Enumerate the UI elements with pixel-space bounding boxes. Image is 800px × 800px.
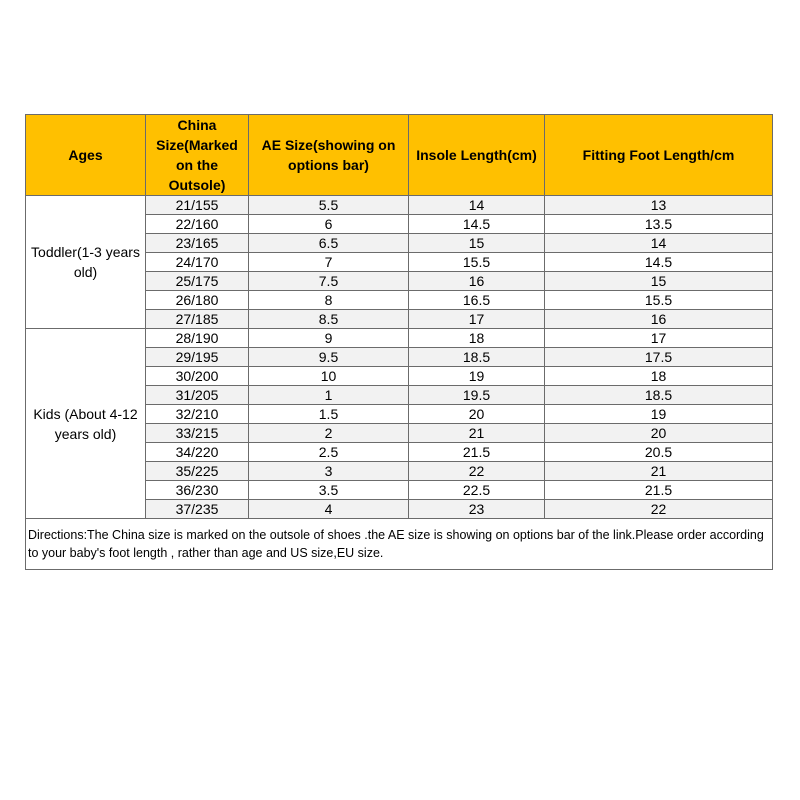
directions-row (26, 519, 773, 570)
foot-length-cell: 17.5 (545, 348, 773, 367)
foot-length-cell: 20 (545, 424, 773, 443)
china-size-cell: 36/230 (146, 481, 249, 500)
size-chart-table (25, 114, 773, 570)
ae-size-cell: 2 (249, 424, 409, 443)
foot-length-cell: 14.5 (545, 253, 773, 272)
foot-length-cell: 18 (545, 367, 773, 386)
insole-length-cell: 20 (409, 405, 545, 424)
china-size-cell: 24/170 (146, 253, 249, 272)
china-size-cell: 31/205 (146, 386, 249, 405)
china-size-cell: 25/175 (146, 272, 249, 291)
ae-size-cell: 7.5 (249, 272, 409, 291)
foot-length-cell: 13 (545, 196, 773, 215)
insole-length-cell: 15.5 (409, 253, 545, 272)
header-ae-size: AE Size(showing on options bar) (249, 115, 409, 196)
ae-size-cell: 8.5 (249, 310, 409, 329)
china-size-cell: 37/235 (146, 500, 249, 519)
header-china-size: China Size(Marked on the Outsole) (146, 115, 249, 196)
insole-length-cell: 17 (409, 310, 545, 329)
foot-length-cell: 19 (545, 405, 773, 424)
foot-length-cell: 14 (545, 234, 773, 253)
china-size-cell: 34/220 (146, 443, 249, 462)
china-size-cell: 28/190 (146, 329, 249, 348)
ae-size-cell: 6 (249, 215, 409, 234)
china-size-cell: 23/165 (146, 234, 249, 253)
china-size-cell: 35/225 (146, 462, 249, 481)
foot-length-cell: 17 (545, 329, 773, 348)
foot-length-cell: 15.5 (545, 291, 773, 310)
china-size-cell: 26/180 (146, 291, 249, 310)
china-size-cell: 22/160 (146, 215, 249, 234)
foot-length-cell: 13.5 (545, 215, 773, 234)
china-size-cell: 32/210 (146, 405, 249, 424)
ae-size-cell: 4 (249, 500, 409, 519)
foot-length-cell: 20.5 (545, 443, 773, 462)
ae-size-cell: 3.5 (249, 481, 409, 500)
foot-length-cell: 18.5 (545, 386, 773, 405)
insole-length-cell: 18.5 (409, 348, 545, 367)
ae-size-cell: 9.5 (249, 348, 409, 367)
ae-size-cell: 1 (249, 386, 409, 405)
ae-size-cell: 3 (249, 462, 409, 481)
china-size-cell: 27/185 (146, 310, 249, 329)
ae-size-cell: 7 (249, 253, 409, 272)
insole-length-cell: 16 (409, 272, 545, 291)
header-foot-length: Fitting Foot Length/cm (545, 115, 773, 196)
insole-length-cell: 15 (409, 234, 545, 253)
insole-length-cell: 22 (409, 462, 545, 481)
china-size-cell: 29/195 (146, 348, 249, 367)
ae-size-cell: 5.5 (249, 196, 409, 215)
ae-size-cell: 9 (249, 329, 409, 348)
insole-length-cell: 18 (409, 329, 545, 348)
insole-length-cell: 23 (409, 500, 545, 519)
age-group-cell: Kids (About 4-12 years old) (26, 329, 146, 519)
insole-length-cell: 21 (409, 424, 545, 443)
foot-length-cell: 21.5 (545, 481, 773, 500)
header-row (26, 115, 773, 196)
insole-length-cell: 14.5 (409, 215, 545, 234)
china-size-cell: 33/215 (146, 424, 249, 443)
china-size-cell: 21/155 (146, 196, 249, 215)
insole-length-cell: 19.5 (409, 386, 545, 405)
insole-length-cell: 19 (409, 367, 545, 386)
insole-length-cell: 22.5 (409, 481, 545, 500)
age-group-cell: Toddler(1-3 years old) (26, 196, 146, 329)
insole-length-cell: 16.5 (409, 291, 545, 310)
insole-length-cell: 14 (409, 196, 545, 215)
ae-size-cell: 10 (249, 367, 409, 386)
foot-length-cell: 15 (545, 272, 773, 291)
ae-size-cell: 8 (249, 291, 409, 310)
china-size-cell: 30/200 (146, 367, 249, 386)
directions-note: Directions:The China size is marked on the outsole of shoes .the AE size is showing on options bar of the link.Please order according to your baby's foot length , rather than age and US size,EU size. (26, 519, 773, 570)
insole-length-cell: 21.5 (409, 443, 545, 462)
foot-length-cell: 21 (545, 462, 773, 481)
foot-length-cell: 16 (545, 310, 773, 329)
table-row (26, 329, 773, 348)
table-row (26, 196, 773, 215)
table-body (26, 196, 773, 519)
header-insole-length: Insole Length(cm) (409, 115, 545, 196)
foot-length-cell: 22 (545, 500, 773, 519)
ae-size-cell: 2.5 (249, 443, 409, 462)
ae-size-cell: 6.5 (249, 234, 409, 253)
header-ages: Ages (26, 115, 146, 196)
ae-size-cell: 1.5 (249, 405, 409, 424)
